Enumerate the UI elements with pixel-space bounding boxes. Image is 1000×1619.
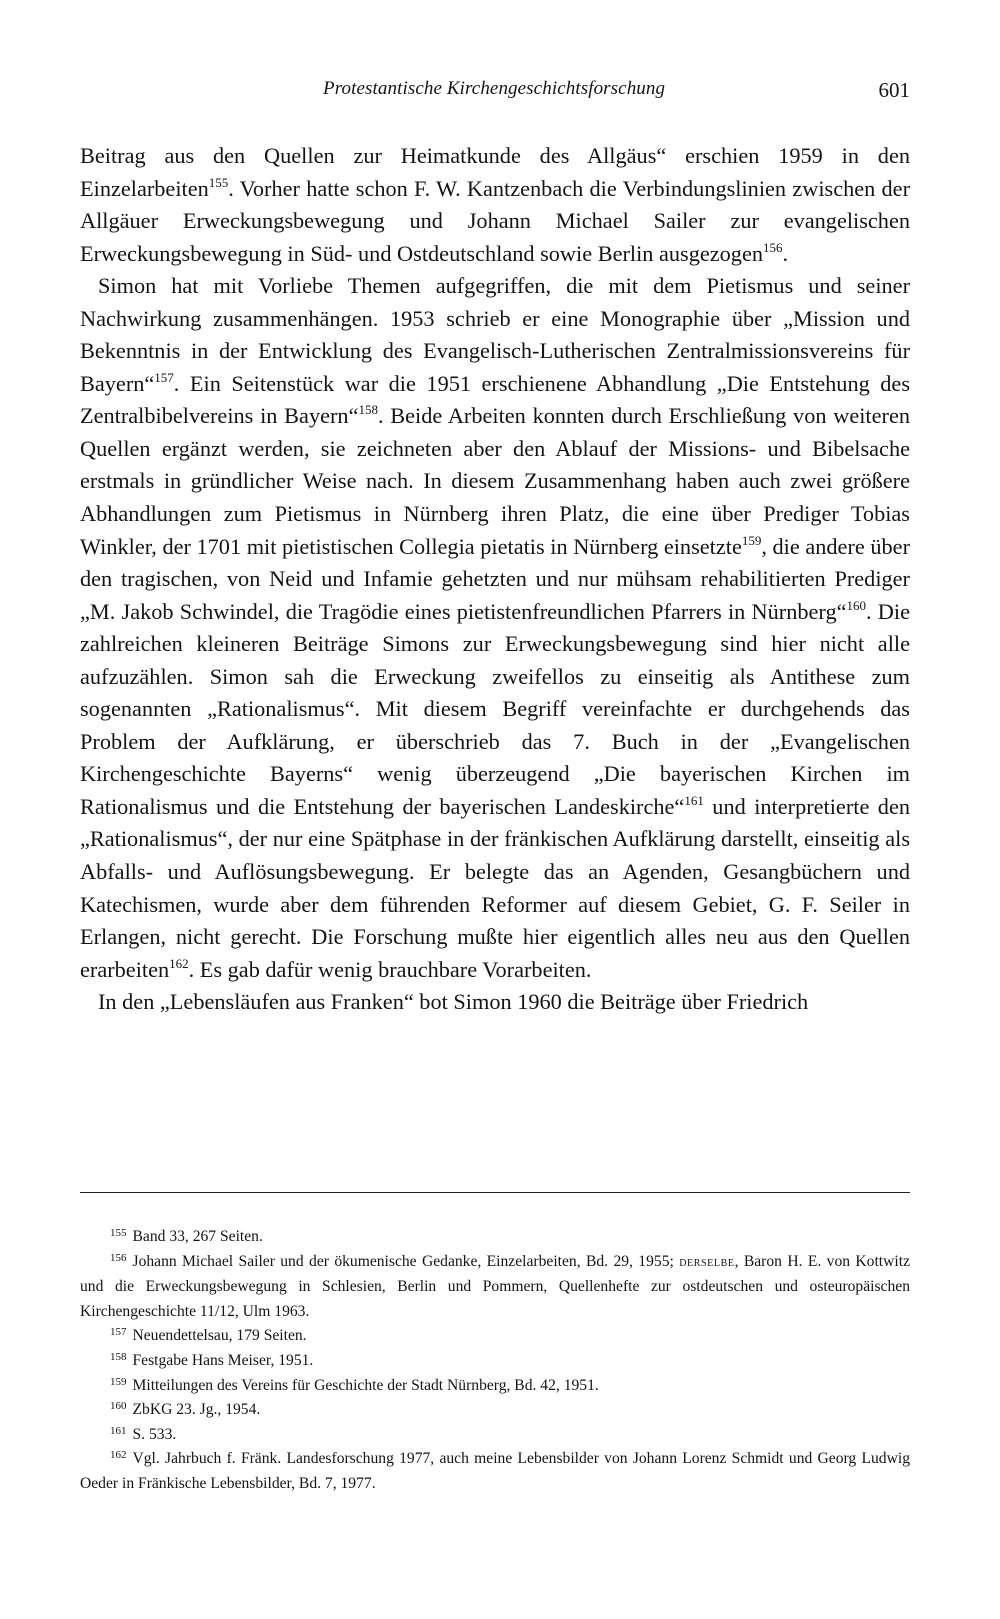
footnote-number: 159	[110, 1375, 127, 1388]
footnote-ref-162: 162	[169, 955, 189, 971]
text-run: .	[782, 240, 789, 266]
footnote-number: 162	[110, 1449, 127, 1462]
footnote-number: 161	[110, 1424, 127, 1437]
footnote-separator	[80, 1192, 910, 1193]
footnote-ref-159: 159	[741, 532, 762, 548]
footnote-number: 158	[110, 1350, 127, 1363]
footnote-text: Neuendettelsau, 179 Seiten.	[132, 1327, 307, 1345]
footnote-text: S. 533.	[132, 1425, 177, 1443]
text-run: In den „Lebensläufen aus Franken“ bot Simon 1960 die Beiträge über Friedrich	[98, 989, 809, 1015]
paragraph-3	[80, 986, 910, 1019]
footnote-text: Johann Michael Sailer und der ökumenische Gedanke, Einzelarbeiten, Bd. 29, 1955;	[132, 1252, 674, 1270]
text-run: . Beide Arbeiten konnten durch Erschließung von weiteren Quellen ergänzt werden, sie zeichneten aber den Ablauf der Missions- und Bibelsache erstmals in gründlicher Weise nach. In diesem Zusammenhang haben auch zwei größere Abhandlungen zum Pietismus in Nürnberg ihren Platz, die eine über Prediger Tobias Winkler, der 1701 mit pietistischen Collegia pietatis in Nürnberg einsetzte	[80, 403, 910, 559]
text-run: . Es gab dafür wenig brauchbare Vorarbeiten.	[188, 956, 592, 982]
text-run: Simon hat mit Vorliebe Themen aufgegriffen, die mit dem Pietismus und seiner Nachwirkung zusammenhängen. 1953 schrieb er eine Monographie über „Mission und Bekenntnis in der Entwicklung des Evangelisch-Lutherischen Zentralmissionsvereins für Bayern“	[80, 273, 910, 396]
footnote-text: Festgabe Hans Meiser, 1951.	[132, 1351, 314, 1369]
footnote-number: 156	[110, 1251, 127, 1264]
footnote-text: Vgl. Jahrbuch f. Fränk. Landesforschung 1977, auch meine Lebensbilder von Johann Lorenz Schmidt und Georg Ludwig Oeder in Fränkische Lebensbilder, Bd. 7, 1977.	[80, 1450, 910, 1492]
footnote-text-cont: , Baron H. E. von Kottwitz und die Erweckungsbewegung in Schlesien, Berlin und Pommern, Quellenhefte zur ostdeutschen und osteuropäischen Kirchengeschichte 11/12, Ulm 1963.	[80, 1252, 910, 1320]
footnote-text: ZbKG 23. Jg., 1954.	[132, 1401, 261, 1419]
footnote-smallcaps: derselbe	[679, 1254, 735, 1270]
footnote-160	[80, 1398, 910, 1423]
text-run: . Ein Seitenstück war die 1951 erschienene Abhandlung „Die Entstehung des Zentralbibelvereins in Bayern“	[80, 370, 910, 429]
footnote-ref-161: 161	[684, 792, 704, 808]
footnote-157	[80, 1324, 910, 1349]
footnote-text: Band 33, 267 Seiten.	[132, 1228, 263, 1245]
footnote-155	[80, 1225, 910, 1250]
footnote-text: Mitteilungen des Vereins für Geschichte der Stadt Nürnberg, Bd. 42, 1951.	[132, 1376, 599, 1394]
footnote-ref-156: 156	[763, 239, 783, 255]
running-header	[80, 78, 910, 108]
text-run: und interpretierte den „Rationalismus“, der nur eine Spätphase in der fränkischen Aufklärung darstellt, einseitig als Abfalls- und Auflösungsbewegung. Er belegte das an Agenden, Gesangbüchern und Katechismen, wurde aber dem führenden Reformer auf diesem Gebiet, G. F. Seiler in Erlangen, nicht gerecht. Die Forschung mußte hier eigentlich alles neu aus den Quellen erarbeiten	[80, 793, 910, 982]
text-run: , die andere über den tragischen, von Neid und Infamie gehetzten und nur mühsam rehabilitierten Prediger „M. Jakob Schwindel, die Tragödie eines pietistenfreundlichen Pfarrers in Nürnberg“	[80, 533, 910, 624]
text-run: . Vorher hatte schon F. W. Kantzenbach die Verbindungslinien zwischen der Allgäuer Erweckungsbewegung und Johann Michael Sailer zur evangelischen Erweckungsbewegung in Süd- und Ostdeutschland sowie Berlin ausgezogen	[80, 175, 910, 266]
footnote-number: 155	[110, 1227, 127, 1239]
page-number: 601	[878, 78, 910, 102]
text-run: . Die zahlreichen kleineren Beiträge Simons zur Erweckungsbewegung sind hier nicht alle aufzuzählen. Simon sah die Erweckung zweifellos zu einseitig als Antithese zum sogenannten „Rationalismus“. Mit diesem Begriff vereinfachte er durchgehends das Problem der Aufklärung, er überschrieb das 7. Buch in der „Evangelischen Kirchengeschichte Bayerns“ wenig überzeugend „Die bayerischen Kirchen im Rationalismus und die Entstehung der bayerischen Landeskirche“	[80, 598, 910, 819]
footnote-ref-155: 155	[208, 174, 229, 190]
footnotes	[80, 1225, 910, 1497]
footnote-ref-160: 160	[846, 597, 866, 613]
running-title: Protestantische Kirchengeschichtsforschung	[323, 78, 666, 99]
footnote-162	[80, 1447, 910, 1496]
footnote-number: 160	[110, 1400, 127, 1413]
paragraph-1	[80, 140, 910, 270]
footnote-ref-157: 157	[154, 369, 174, 385]
footnote-number: 157	[110, 1326, 127, 1339]
text-run: Beitrag aus den Quellen zur Heimatkunde des Allgäus“ erschien 1959 in den Einzelarbeiten	[80, 143, 910, 201]
footnote-159	[80, 1374, 910, 1399]
footnote-ref-158: 158	[358, 402, 378, 418]
paragraph-2	[80, 270, 910, 986]
footnote-161	[80, 1423, 910, 1448]
footnote-158	[80, 1349, 910, 1374]
main-text	[80, 140, 910, 1019]
footnote-156	[80, 1250, 910, 1325]
